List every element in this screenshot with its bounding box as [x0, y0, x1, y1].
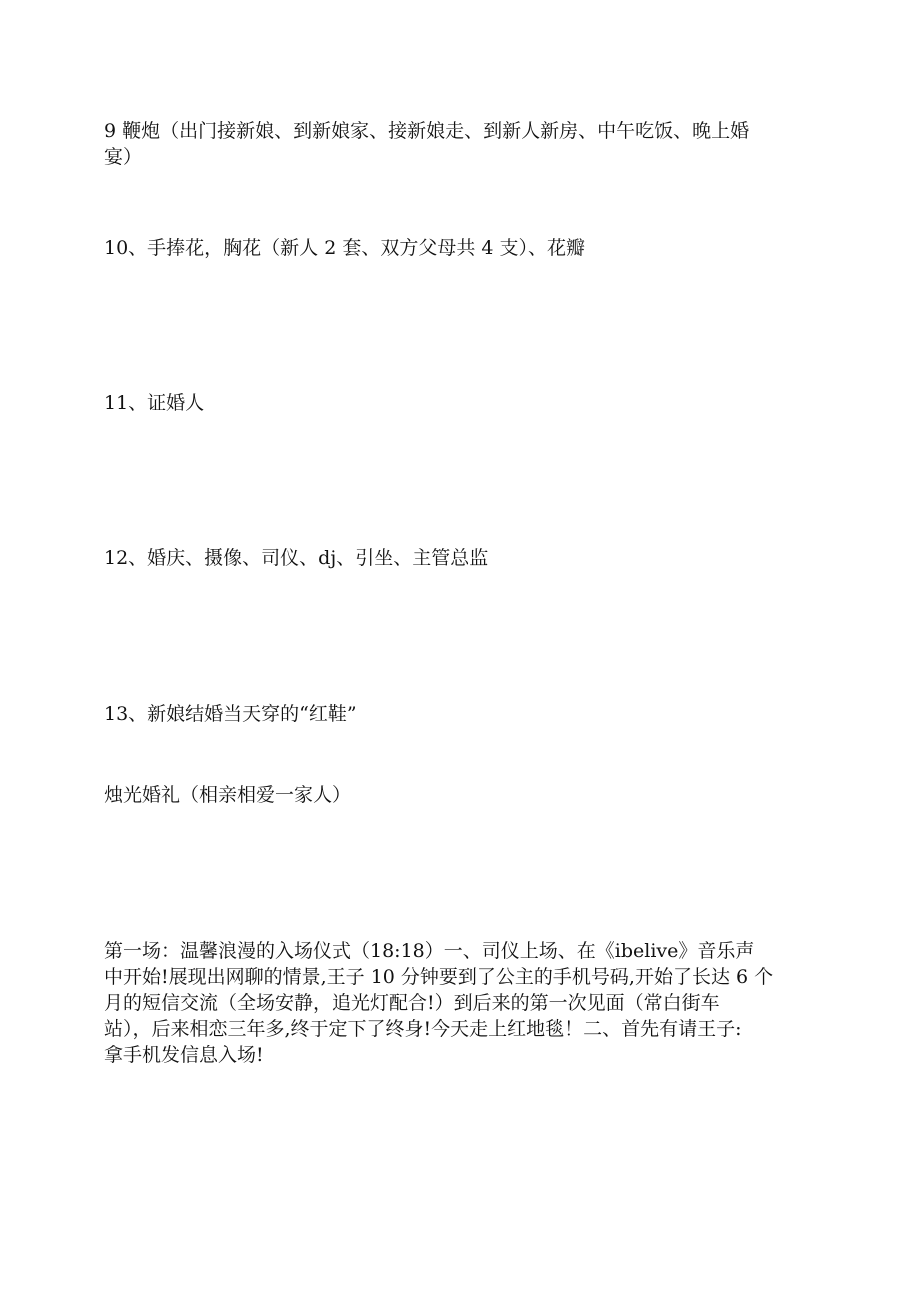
list-item-12 [104, 545, 816, 571]
body-paragraph [104, 938, 816, 1068]
text-line: 中开始!展现出网聊的情景,王子 10 分钟要到了公主的手机号码,开始了长达 6 个 [104, 966, 774, 988]
section-heading [104, 782, 816, 808]
list-item-9 [104, 118, 816, 170]
text-line: 12、婚庆、摄像、司仪、dj、引坐、主管总监 [104, 547, 489, 569]
text-line: 第一场：温馨浪漫的入场仪式（18:18）一、司仪上场、在《ibelive》音乐声 [104, 940, 755, 962]
text-line: 11、证婚人 [104, 392, 205, 414]
text-line: 拿手机发信息入场! [104, 1044, 264, 1066]
list-item-13 [104, 701, 816, 727]
text-line: 10、手捧花，胸花（新人 2 套、双方父母共 4 支）、花瓣 [104, 237, 586, 259]
text-line: 烛光婚礼（相亲相爱一家人） [104, 784, 352, 806]
list-item-10 [104, 235, 816, 261]
list-item-11 [104, 390, 816, 416]
text-line: 月的短信交流（全场安静，追光灯配合!）到后来的第一次见面（常白街车 [104, 992, 720, 1014]
text-line: 9 鞭炮（出门接新娘、到新娘家、接新娘走、到新人新房、中午吃饭、晚上婚 [104, 120, 750, 142]
text-line: 站），后来相恋三年多,终于定下了终身!今天走上红地毯！二、首先有请王子: [104, 1018, 742, 1040]
text-line: 13、新娘结婚当天穿的“红鞋” [104, 703, 357, 725]
text-line: 宴） [104, 146, 143, 168]
